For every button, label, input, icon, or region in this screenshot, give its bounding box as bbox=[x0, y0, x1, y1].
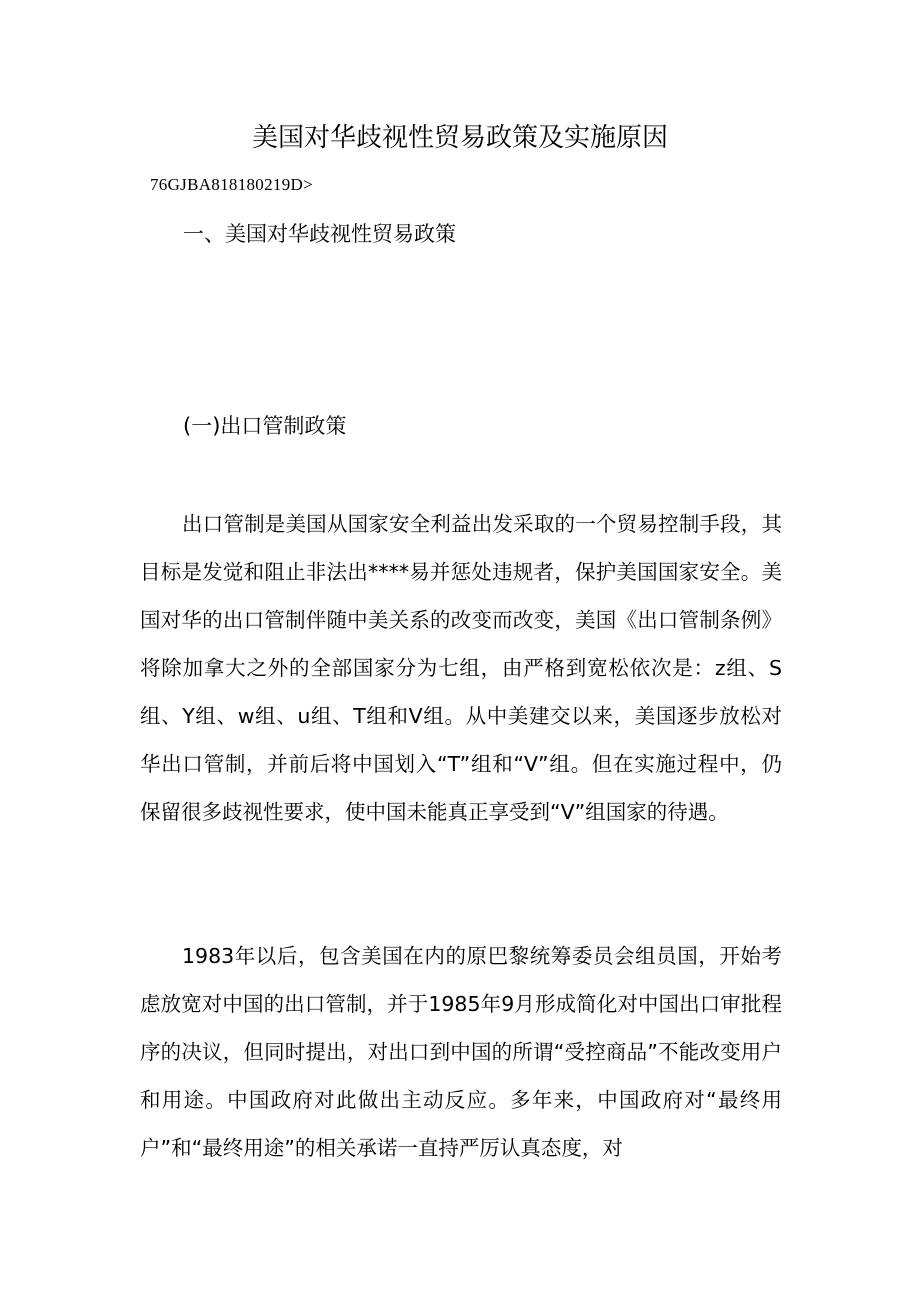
paragraph-1983: 1983年以后，包含美国在内的原巴黎统筹委员会组员国，开始考虑放宽对中国的出口管制，并于1985年9月形成简化对中国出口审批程序的决议，但同时提出，对出口到中国的所谓“受控商品”不能改变用户和用途。中国政府对此做出主动反应。多年来，中国政府对“最终用户”和“最终用途”的相关承诺一直持严厉认真态度，对 bbox=[140, 944, 782, 1160]
document-code: 76GJBA818180219D> bbox=[150, 175, 313, 194]
paragraph-export-control: 出口管制是美国从国家安全利益出发采取的一个贸易控制手段，其目标是发觉和阻止非法出****易并惩处违规者，保护美国国家安全。美国对华的出口管制伴随中美关系的改变而改变，美国《出口管制条例》将除加拿大之外的全部国家分为七组，由严格到宽松依次是：z组、S组、Y组、w组、u组、T组和V组。从中美建交以来，美国逐步放松对华出口管制，并前后将中国划入“T”组和“V”组。但在实施过程中，仍保留很多歧视性要求，使中国未能真正享受到“V”组国家的待遇。 bbox=[140, 512, 782, 824]
document-title: 美国对华歧视性贸易政策及实施原因 bbox=[251, 123, 668, 153]
section-heading: 一、美国对华歧视性贸易政策 bbox=[183, 222, 456, 246]
subsection-heading: (一)出口管制政策 bbox=[183, 414, 347, 438]
